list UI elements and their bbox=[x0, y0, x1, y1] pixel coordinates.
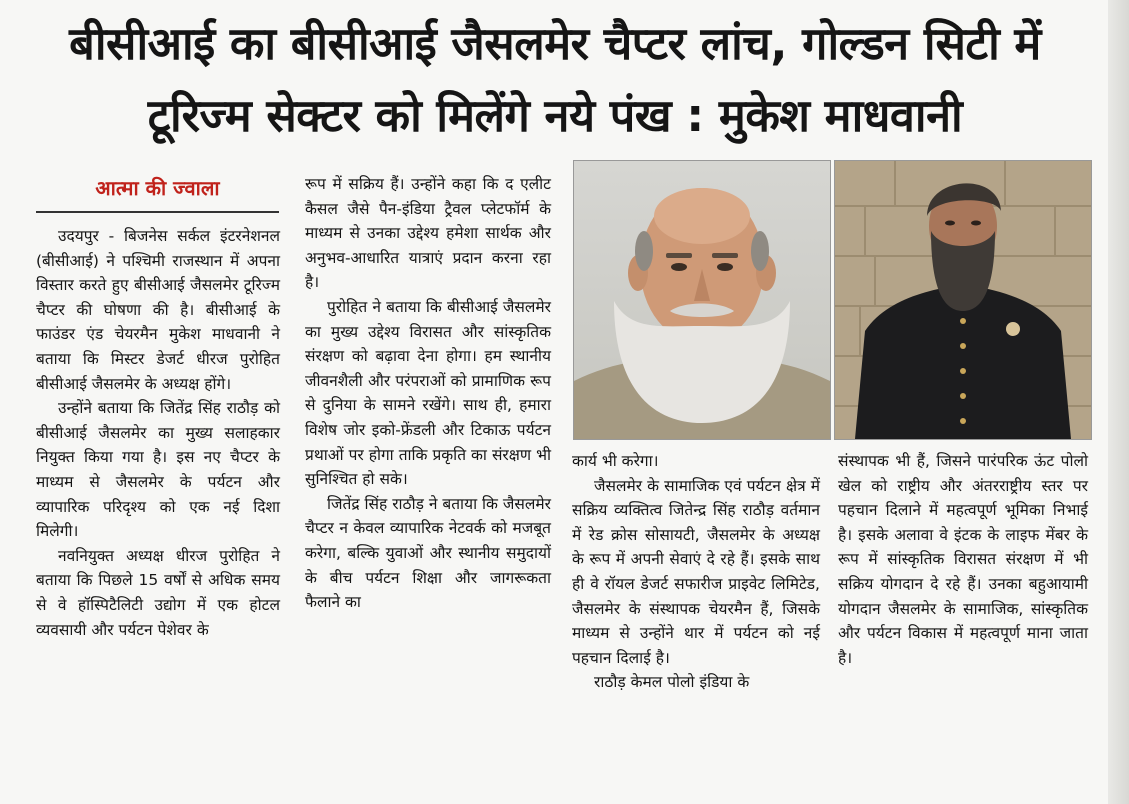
paragraph: उदयपुर - बिजनेस सर्कल इंटरनेशनल (बीसीआई) ने पश्चिमी राजस्थान में अपना विस्तार करते हुए बीसीआई जैसलमेर टूरिज्म चैप्टर की घोषणा की है। बीसीआई के फाउंडर एंड चेयरमैन मुकेश माधवानी ने बताया कि मिस्टर डेजर्ट धीरज पुरोहित बीसीआई जैसलमेर के अध्यक्ष होंगे। bbox=[36, 227, 280, 393]
headline bbox=[10, 8, 1100, 152]
headline-line-1: बीसीआई का बीसीआई जैसलमेर चैप्टर लांच, गोल्डन सिटी में bbox=[69, 17, 1041, 70]
paragraph: जैसलमेर के सामाजिक एवं पर्यटन क्षेत्र में सक्रिय व्यक्तित्व जितेन्द्र सिंह राठौड़ वर्तमान में रेड क्रोस सोसायटी, जैसलमेर के अध्यक्ष के रूप में अपनी सेवाएं दे रहे हैं। इसके साथ ही वे रॉयल डेजर्ट सफारीज प्राइवेट लिमिटेड, जैसलमेर के संस्थापक चेयरमैन हैं, जिसके माध्यम से उन्होंने थार में पर्यटन को नई पहचान दिलाई है। bbox=[572, 476, 820, 667]
paragraph: रूप में सक्रिय हैं। उन्होंने कहा कि द एलीट कैसल जैसे पैन-इंडिया ट्रैवल प्लेटफॉर्म के माध्यम से उनका उद्देश्य हमेशा सार्थक और अनुभव-आधारित यात्राएं प्रदान करना रहा है। bbox=[305, 175, 551, 292]
article-column-4 bbox=[838, 449, 1088, 670]
headline-line-2: टूरिज्म सेक्टर को मिलेंगे नये पंख : मुकेश माधवानी bbox=[147, 89, 963, 142]
paragraph: पुरोहित ने बताया कि बीसीआई जैसलमेर का मुख्य उद्देश्य विरासत और सांस्कृतिक संरक्षण को बढ़ावा देना होगा। हम स्थानीय जीवनशैली और परंपराओं को प्रामाणिक रूप से दुनिया के सामने रखेंगे। साथ ही, हमारा विशेष जोर इको-फ्रेंडली और टिकाऊ पर्यटन प्रथाओं पर होगा ताकि प्रकृति का संरक्षण भी सुनिश्चित हो सके। bbox=[305, 297, 551, 489]
paragraph: जितेंद्र सिंह राठौड़ ने बताया कि जैसलमेर चैप्टर न केवल व्यापारिक नेटवर्क को मजबूत करेगा, बल्कि युवाओं और स्थानीय समुदायों के बीच पर्यटन शिक्षा और जागरूकता फैलाने का bbox=[305, 494, 551, 612]
paragraph: संस्थापक भी हैं, जिसने पारंपरिक ऊंट पोलो खेल को राष्ट्रीय और अंतरराष्ट्रीय स्तर पर पहचान दिलाने में महत्वपूर्ण भूमिका निभाई है। इसके अलावा वे इंटक के लाइफ मेंबर के रूप में सांस्कृतिक विरासत संरक्षण में भी सक्रिय योगदान दे रहे हैं। उनका बहुआयामी योगदान जैसलमेर के सामाजिक, सांस्कृतिक और पर्यटन विकास में महत्वपूर्ण माना जाता है। bbox=[838, 452, 1088, 667]
paragraph: कार्य भी करेगा। bbox=[572, 452, 659, 470]
byline: आत्मा की ज्वाला bbox=[36, 174, 279, 213]
adjacent-page-edge bbox=[1108, 0, 1129, 804]
portrait-photo-white-beard bbox=[573, 160, 831, 440]
article-column-3 bbox=[572, 449, 820, 695]
portrait-photo-black-sherwani bbox=[834, 160, 1092, 440]
paragraph: नवनियुक्त अध्यक्ष धीरज पुरोहित ने बताया कि पिछले 15 वर्षों से अधिक समय से वे हॉस्पिटैलिटी उद्योग में एक होटल व्यवसायी और पर्यटन पेशेवर के bbox=[36, 546, 280, 639]
article-column-1 bbox=[36, 224, 280, 642]
article-column-2 bbox=[305, 172, 551, 615]
paragraph: राठौड़ केमल पोलो इंडिया के bbox=[594, 673, 750, 692]
paragraph: उन्होंने बताया कि जितेंद्र सिंह राठौड़ को बीसीआई जैसलमेर का मुख्य सलाहकार नियुक्त किया गया है। इस नए चैप्टर के माध्यम से जैसलमेर के पर्यटन और व्यापारिक परिदृश्य को एक नई दिशा मिलेगी। bbox=[36, 399, 280, 541]
